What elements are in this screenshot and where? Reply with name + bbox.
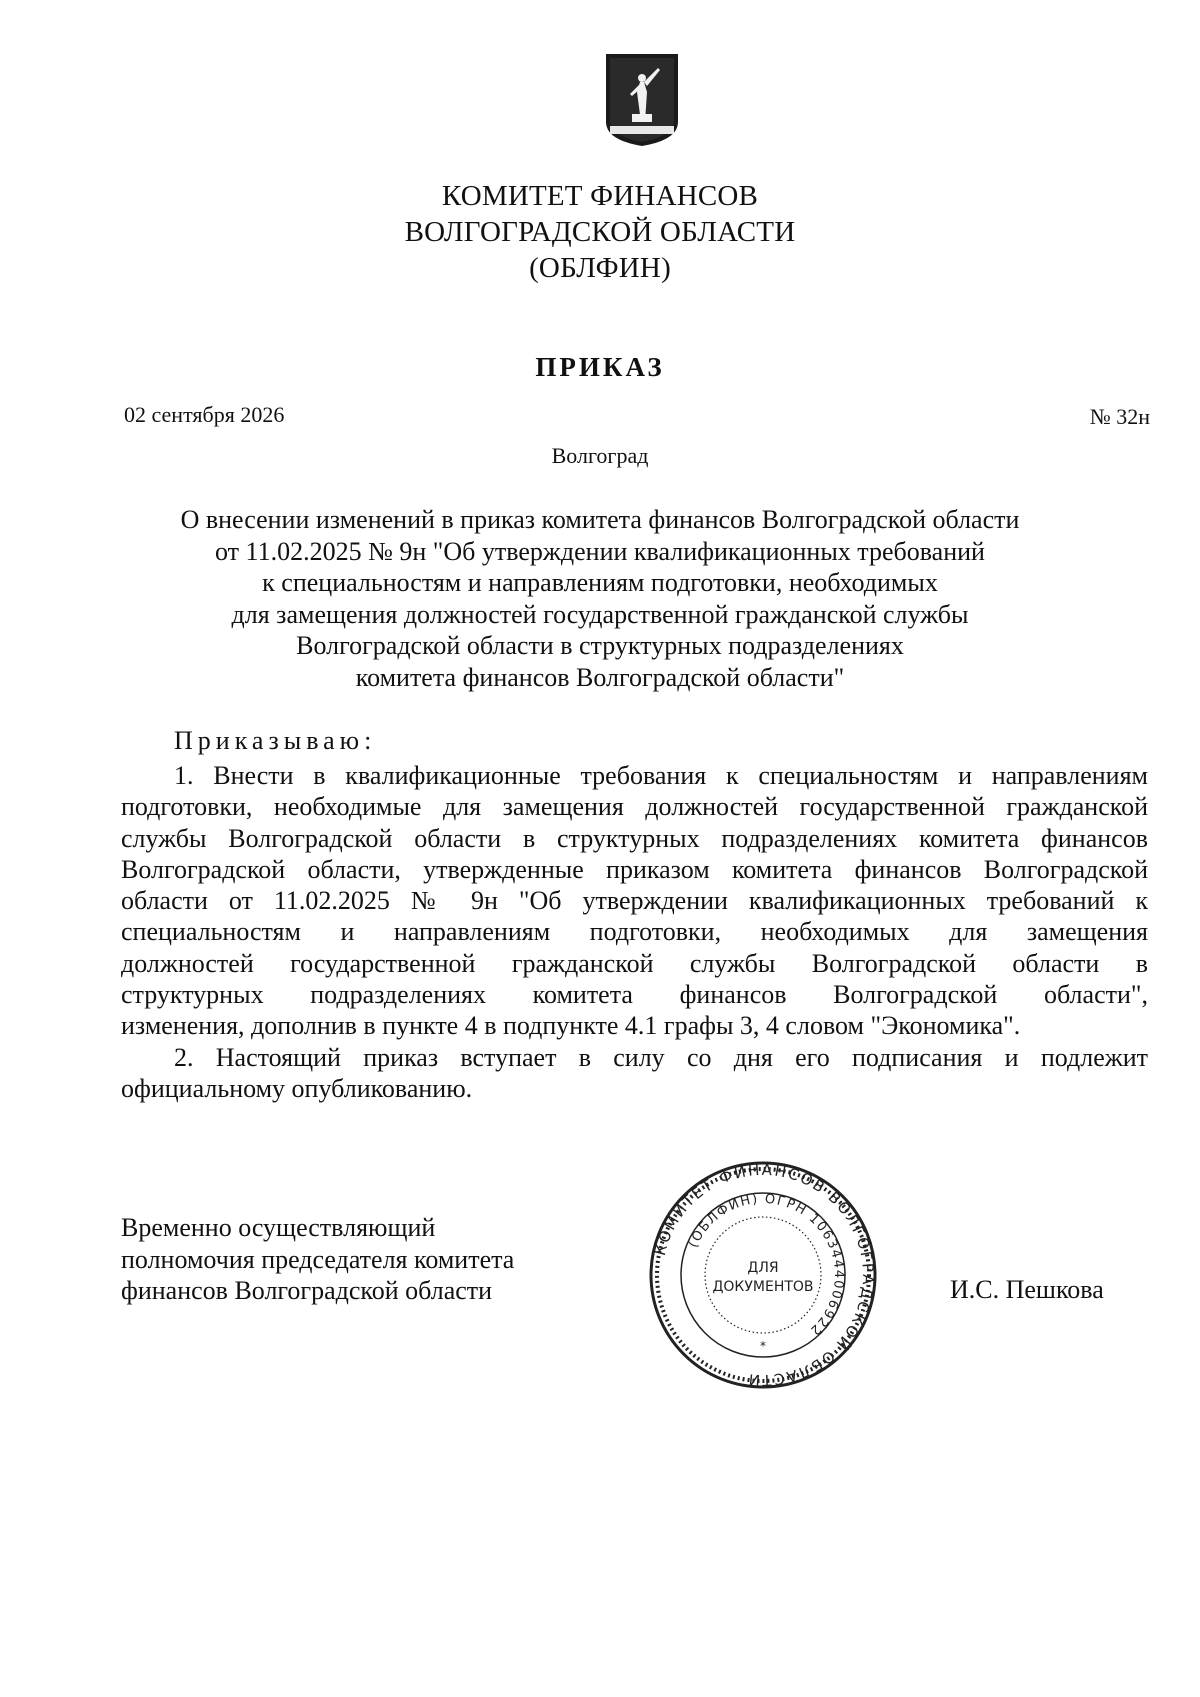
paragraph-line: изменения, дополнив в пункте 4 в подпункте 4.1 графы 3, 4 словом "Экономика". xyxy=(121,1011,1021,1041)
paragraph-line: Волгоградской области, утвержденные приказом комитета финансов Волгоградской xyxy=(121,854,1148,884)
seal-outer-text: КОМИТЕТ ФИНАНСОВ ВОЛГОГРАДСКОЙ ОБЛАСТИ xyxy=(650,1160,878,1390)
subject-line: к специальностям и направлениям подготовки, необходимых xyxy=(262,568,938,597)
org-name-line-2: ВОЛГОГРАДСКОЙ ОБЛАСТИ xyxy=(404,216,796,248)
subject-line: Волгоградской области в структурных подразделениях xyxy=(296,631,904,660)
order-title: ПРИКАЗ xyxy=(535,352,665,382)
seal-center-line: ДЛЯ xyxy=(747,1260,779,1276)
paragraph-line: 1. Внести в квалификационные требования к специальностям и направлениям xyxy=(174,761,1148,790)
order-city: Волгоград xyxy=(551,443,649,468)
paragraph-line: должностей государственной гражданской службы Волгоградской области в xyxy=(121,948,1148,978)
order-date: 02 сентября 2026 xyxy=(124,402,285,427)
seal-middle-text: (ОБЛФИН) ОГРН 1063444006922 xyxy=(685,1191,847,1339)
official-seal-stamp xyxy=(648,1160,878,1390)
subject-line: для замещения должностей государственной гражданской службы xyxy=(231,599,969,629)
paragraph-line: службы Волгоградской области в структурных подразделениях комитета финансов xyxy=(121,823,1148,853)
subject-line: от 11.02.2025 № 9н "Об утверждении квалификационных требований xyxy=(215,536,985,566)
subject-line: комитета финансов Волгоградской области" xyxy=(355,662,845,692)
paragraph-line: области от 11.02.2025 № 9н "Об утверждении квалификационных требований к xyxy=(121,886,1148,916)
paragraph-line: 2. Настоящий приказ вступает в силу со дня его подписания и подлежит xyxy=(174,1043,1148,1072)
volgograd-emblem-icon xyxy=(604,52,680,148)
signer-name: И.С. Пешкова xyxy=(950,1275,1104,1304)
order-subject xyxy=(150,504,1050,693)
signer-position xyxy=(121,1212,514,1307)
subject-line: О внесении изменений в приказ комитета финансов Волгоградской области xyxy=(180,505,1020,534)
paragraph-line: структурных подразделениях комитета финансов Волгоградской области", xyxy=(121,980,1148,1010)
signer-position-line: Временно осуществляющий xyxy=(121,1213,436,1242)
org-abbr: (ОБЛФИН) xyxy=(529,252,671,284)
svg-text:*: * xyxy=(760,1339,766,1353)
signer-position-line: полномочия председателя комитета xyxy=(121,1244,515,1274)
paragraph-line: подготовки, необходимые для замещения должностей государственной гражданской xyxy=(121,792,1148,822)
org-name-line-1: КОМИТЕТ ФИНАНСОВ xyxy=(441,180,759,212)
paragraph-line: специальностям и направлениям подготовки, необходимых для замещения xyxy=(121,917,1148,947)
paragraph-line: официальному опубликованию. xyxy=(121,1074,473,1104)
order-number: № 32н xyxy=(1089,404,1150,429)
directive-word: Приказываю: xyxy=(174,726,377,755)
order-item-2 xyxy=(121,1042,1148,1105)
seal-center-line: ДОКУМЕНТОВ xyxy=(712,1279,814,1295)
order-item-1 xyxy=(121,760,1148,1042)
signer-position-line: финансов Волгоградской области xyxy=(121,1276,493,1305)
